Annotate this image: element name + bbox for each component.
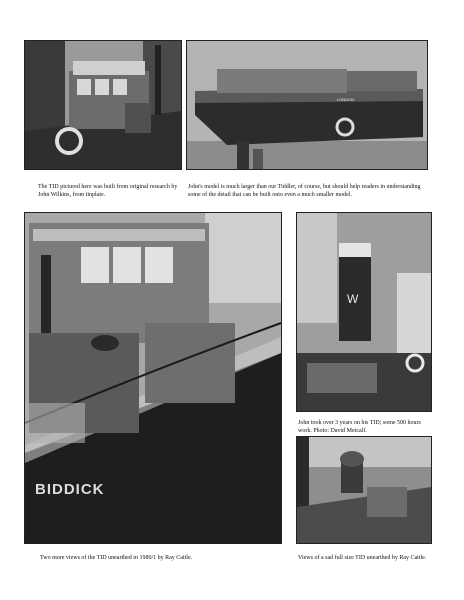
svg-text:W: W	[347, 292, 359, 306]
photo-deck-view	[296, 436, 432, 544]
caption-top-right: John's model is much larger than our Tiddler, of course, but should help readers in understanding some of the detail that can be built onto even a much smaller model.	[188, 184, 421, 198]
caption-top-left: The TID pictured here was built from original research by John Wilkins, from tinplate.	[38, 184, 178, 198]
caption-mid-right: John took over 3 years on his TID; some 500 hours work. Photo: David Metcalf.	[298, 420, 421, 434]
caption-bottom-left: Two more views of the TID unearthed in 1980/1 by Ray Cattle.	[40, 555, 193, 561]
photo-funnel-model	[296, 212, 432, 412]
model-hull-label: LONDON	[337, 97, 355, 102]
hull-name-text: BIDDICK	[35, 481, 105, 498]
photo-biddick-hull	[24, 212, 282, 544]
photo-large-model	[186, 40, 428, 170]
caption-bottom-right: Views of a sad full size TID unearthed by Ray Cattle.	[298, 555, 427, 561]
photo-tinplate-model	[24, 40, 182, 170]
